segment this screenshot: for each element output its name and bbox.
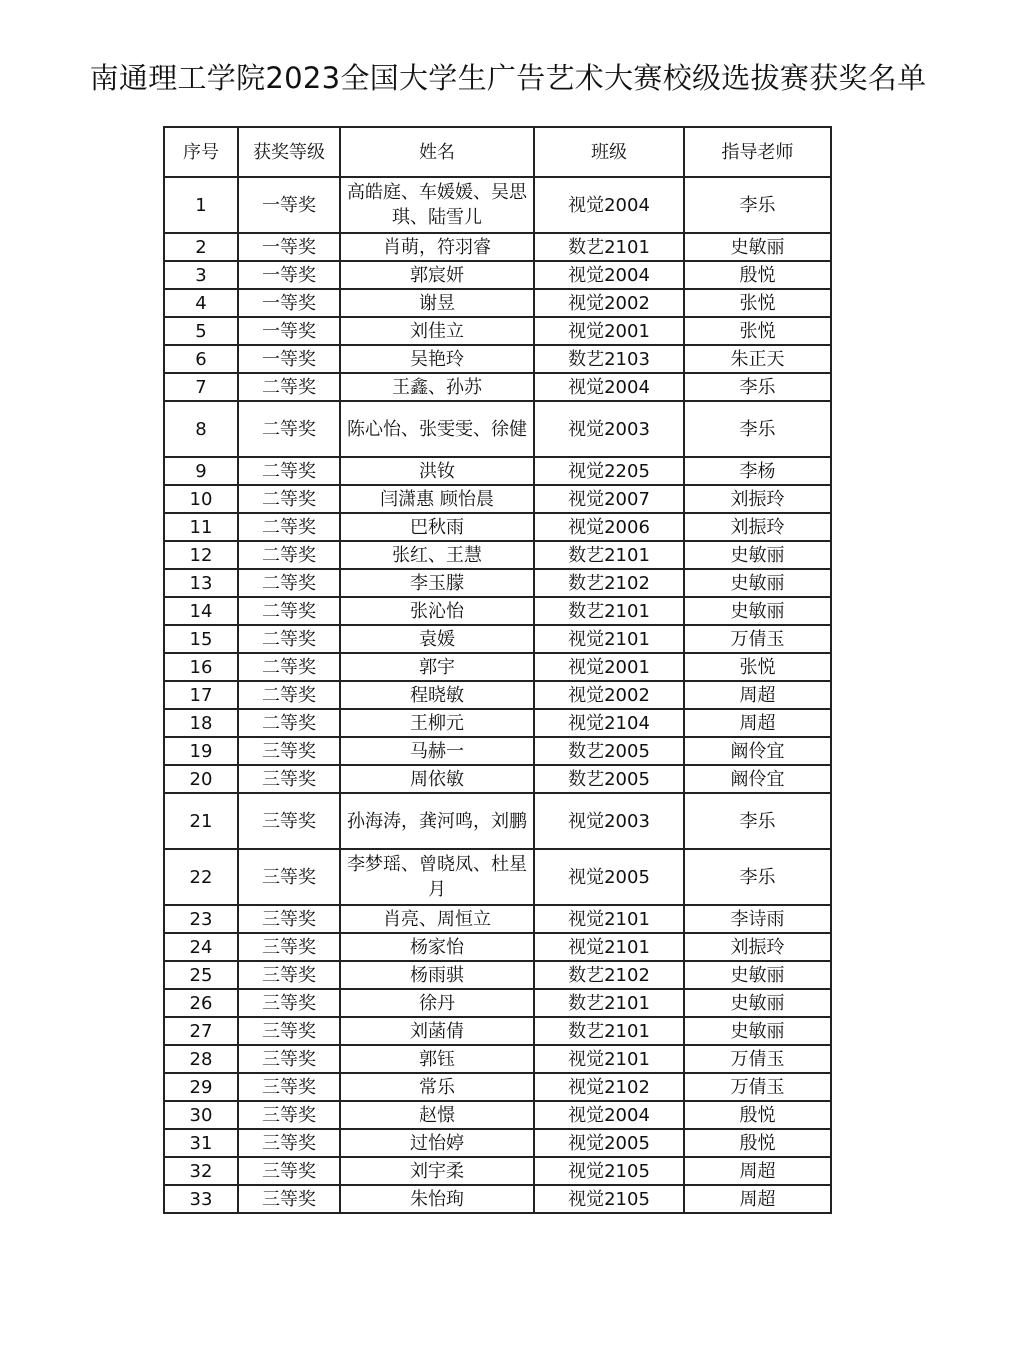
- cell-index: 26: [164, 989, 238, 1017]
- cell-advisor: 刘振玲: [684, 485, 831, 513]
- cell-advisor: 史敏丽: [684, 541, 831, 569]
- cell-class: 数艺2101: [534, 233, 684, 261]
- table-row: [164, 541, 831, 569]
- cell-name: 常乐: [340, 1073, 534, 1101]
- cell-advisor: 张悦: [684, 289, 831, 317]
- cell-name: 周依敏: [340, 765, 534, 793]
- cell-index: 15: [164, 625, 238, 653]
- cell-advisor: 李乐: [684, 177, 831, 233]
- table-row: [164, 1101, 831, 1129]
- table-row: [164, 933, 831, 961]
- cell-award-level: 二等奖: [238, 681, 340, 709]
- cell-class: 视觉2004: [534, 261, 684, 289]
- cell-award-level: 二等奖: [238, 401, 340, 457]
- cell-name: 徐丹: [340, 989, 534, 1017]
- cell-index: 4: [164, 289, 238, 317]
- table-body: [164, 177, 831, 1213]
- cell-award-level: 三等奖: [238, 961, 340, 989]
- cell-name: 杨家怡: [340, 933, 534, 961]
- cell-advisor: 周超: [684, 709, 831, 737]
- cell-index: 29: [164, 1073, 238, 1101]
- cell-advisor: 刘振玲: [684, 513, 831, 541]
- cell-advisor: 李乐: [684, 401, 831, 457]
- cell-class: 数艺2101: [534, 597, 684, 625]
- cell-advisor: 李乐: [684, 373, 831, 401]
- cell-advisor: 史敏丽: [684, 569, 831, 597]
- cell-name: 郭钰: [340, 1045, 534, 1073]
- cell-index: 24: [164, 933, 238, 961]
- header-name: 姓名: [340, 127, 534, 177]
- cell-advisor: 阚伶宜: [684, 765, 831, 793]
- cell-advisor: 张悦: [684, 317, 831, 345]
- cell-name: 过怡婷: [340, 1129, 534, 1157]
- cell-class: 视觉2006: [534, 513, 684, 541]
- cell-advisor: 周超: [684, 1185, 831, 1213]
- cell-award-level: 二等奖: [238, 653, 340, 681]
- header-advisor: 指导老师: [684, 127, 831, 177]
- cell-index: 17: [164, 681, 238, 709]
- cell-class: 视觉2105: [534, 1157, 684, 1185]
- cell-advisor: 殷悦: [684, 1101, 831, 1129]
- cell-class: 视觉2004: [534, 1101, 684, 1129]
- cell-advisor: 史敏丽: [684, 989, 831, 1017]
- table-row: [164, 261, 831, 289]
- cell-award-level: 二等奖: [238, 597, 340, 625]
- cell-index: 2: [164, 233, 238, 261]
- cell-index: 32: [164, 1157, 238, 1185]
- cell-class: 视觉2007: [534, 485, 684, 513]
- cell-award-level: 二等奖: [238, 513, 340, 541]
- cell-index: 3: [164, 261, 238, 289]
- cell-advisor: 李杨: [684, 457, 831, 485]
- table-row: [164, 709, 831, 737]
- cell-advisor: 周超: [684, 1157, 831, 1185]
- header-award-level: 获奖等级: [238, 127, 340, 177]
- cell-name: 高皓庭、车媛媛、吴思琪、陆雪儿: [340, 177, 534, 233]
- cell-index: 11: [164, 513, 238, 541]
- cell-advisor: 李乐: [684, 849, 831, 905]
- cell-advisor: 朱正天: [684, 345, 831, 373]
- cell-class: 视觉2101: [534, 905, 684, 933]
- cell-name: 王柳元: [340, 709, 534, 737]
- cell-award-level: 二等奖: [238, 625, 340, 653]
- cell-name: 刘佳立: [340, 317, 534, 345]
- cell-index: 20: [164, 765, 238, 793]
- cell-index: 9: [164, 457, 238, 485]
- cell-name: 李梦瑶、曾晓凤、杜星月: [340, 849, 534, 905]
- cell-class: 视觉2104: [534, 709, 684, 737]
- cell-award-level: 一等奖: [238, 345, 340, 373]
- cell-advisor: 李乐: [684, 793, 831, 849]
- cell-name: 洪钕: [340, 457, 534, 485]
- cell-award-level: 三等奖: [238, 765, 340, 793]
- cell-award-level: 一等奖: [238, 317, 340, 345]
- cell-award-level: 二等奖: [238, 709, 340, 737]
- cell-award-level: 三等奖: [238, 737, 340, 765]
- cell-award-level: 一等奖: [238, 289, 340, 317]
- cell-advisor: 周超: [684, 681, 831, 709]
- cell-name: 巴秋雨: [340, 513, 534, 541]
- cell-name: 谢昱: [340, 289, 534, 317]
- cell-class: 视觉2002: [534, 289, 684, 317]
- cell-index: 28: [164, 1045, 238, 1073]
- cell-name: 程晓敏: [340, 681, 534, 709]
- table-row: [164, 737, 831, 765]
- cell-award-level: 三等奖: [238, 793, 340, 849]
- cell-award-level: 二等奖: [238, 541, 340, 569]
- cell-award-level: 三等奖: [238, 1185, 340, 1213]
- cell-name: 闫潇惠 顾怡晨: [340, 485, 534, 513]
- cell-advisor: 史敏丽: [684, 961, 831, 989]
- cell-advisor: 史敏丽: [684, 597, 831, 625]
- cell-index: 25: [164, 961, 238, 989]
- cell-award-level: 一等奖: [238, 233, 340, 261]
- cell-award-level: 二等奖: [238, 569, 340, 597]
- cell-name: 杨雨骐: [340, 961, 534, 989]
- cell-class: 数艺2101: [534, 989, 684, 1017]
- cell-class: 视觉2205: [534, 457, 684, 485]
- table-row: [164, 597, 831, 625]
- cell-name: 肖亮、周恒立: [340, 905, 534, 933]
- table-row: [164, 177, 831, 233]
- table-row: [164, 793, 831, 849]
- cell-award-level: 三等奖: [238, 1101, 340, 1129]
- cell-award-level: 三等奖: [238, 1073, 340, 1101]
- cell-advisor: 阚伶宜: [684, 737, 831, 765]
- cell-name: 郭宇: [340, 653, 534, 681]
- table-row: [164, 625, 831, 653]
- award-table: [163, 126, 832, 1214]
- cell-index: 13: [164, 569, 238, 597]
- cell-advisor: 万倩玉: [684, 1045, 831, 1073]
- cell-award-level: 二等奖: [238, 485, 340, 513]
- cell-index: 31: [164, 1129, 238, 1157]
- cell-award-level: 二等奖: [238, 457, 340, 485]
- table-row: [164, 1129, 831, 1157]
- table-row: [164, 1185, 831, 1213]
- table-row: [164, 317, 831, 345]
- cell-name: 刘宇柔: [340, 1157, 534, 1185]
- cell-name: 袁媛: [340, 625, 534, 653]
- cell-class: 视觉2005: [534, 849, 684, 905]
- cell-class: 视觉2101: [534, 625, 684, 653]
- cell-class: 视觉2001: [534, 653, 684, 681]
- cell-class: 视觉2101: [534, 933, 684, 961]
- cell-index: 33: [164, 1185, 238, 1213]
- cell-class: 数艺2101: [534, 541, 684, 569]
- cell-advisor: 殷悦: [684, 261, 831, 289]
- document-title: 南通理工学院2023全国大学生广告艺术大赛校级选拔赛获奖名单: [89, 61, 927, 95]
- cell-index: 23: [164, 905, 238, 933]
- cell-class: 数艺2103: [534, 345, 684, 373]
- cell-name: 张红、王慧: [340, 541, 534, 569]
- cell-index: 10: [164, 485, 238, 513]
- cell-award-level: 三等奖: [238, 1129, 340, 1157]
- cell-class: 视觉2003: [534, 793, 684, 849]
- cell-name: 李玉朦: [340, 569, 534, 597]
- table-row: [164, 345, 831, 373]
- cell-advisor: 万倩玉: [684, 625, 831, 653]
- cell-award-level: 三等奖: [238, 905, 340, 933]
- cell-index: 1: [164, 177, 238, 233]
- cell-award-level: 三等奖: [238, 849, 340, 905]
- cell-advisor: 万倩玉: [684, 1073, 831, 1101]
- table-row: [164, 569, 831, 597]
- header-index: 序号: [164, 127, 238, 177]
- cell-class: 数艺2005: [534, 765, 684, 793]
- header-row: [164, 127, 831, 177]
- cell-index: 30: [164, 1101, 238, 1129]
- table-row: [164, 989, 831, 1017]
- cell-name: 肖萌，符羽睿: [340, 233, 534, 261]
- cell-advisor: 史敏丽: [684, 1017, 831, 1045]
- cell-advisor: 殷悦: [684, 1129, 831, 1157]
- cell-index: 12: [164, 541, 238, 569]
- cell-index: 6: [164, 345, 238, 373]
- cell-advisor: 史敏丽: [684, 233, 831, 261]
- cell-class: 视觉2101: [534, 1045, 684, 1073]
- cell-index: 21: [164, 793, 238, 849]
- table-row: [164, 485, 831, 513]
- cell-name: 张沁怡: [340, 597, 534, 625]
- cell-name: 陈心怡、张雯雯、徐健: [340, 401, 534, 457]
- cell-advisor: 刘振玲: [684, 933, 831, 961]
- table-row: [164, 1073, 831, 1101]
- cell-award-level: 三等奖: [238, 1017, 340, 1045]
- cell-index: 8: [164, 401, 238, 457]
- cell-index: 27: [164, 1017, 238, 1045]
- cell-index: 14: [164, 597, 238, 625]
- cell-award-level: 三等奖: [238, 933, 340, 961]
- cell-name: 王鑫、孙苏: [340, 373, 534, 401]
- table-row: [164, 457, 831, 485]
- cell-advisor: 张悦: [684, 653, 831, 681]
- cell-class: 视觉2001: [534, 317, 684, 345]
- cell-class: 视觉2004: [534, 373, 684, 401]
- cell-index: 19: [164, 737, 238, 765]
- table-row: [164, 849, 831, 905]
- cell-class: 数艺2005: [534, 737, 684, 765]
- cell-award-level: 一等奖: [238, 261, 340, 289]
- cell-name: 孙海涛，龚河鸣，刘鹏: [340, 793, 534, 849]
- table-row: [164, 1017, 831, 1045]
- cell-award-level: 三等奖: [238, 989, 340, 1017]
- cell-advisor: 李诗雨: [684, 905, 831, 933]
- cell-class: 数艺2102: [534, 961, 684, 989]
- cell-name: 吴艳玲: [340, 345, 534, 373]
- table-row: [164, 1045, 831, 1073]
- cell-award-level: 三等奖: [238, 1045, 340, 1073]
- cell-class: 视觉2105: [534, 1185, 684, 1213]
- table-row: [164, 961, 831, 989]
- cell-name: 朱怡珣: [340, 1185, 534, 1213]
- cell-name: 郭宸妍: [340, 261, 534, 289]
- cell-class: 数艺2102: [534, 569, 684, 597]
- cell-index: 7: [164, 373, 238, 401]
- cell-index: 18: [164, 709, 238, 737]
- table-row: [164, 289, 831, 317]
- header-class: 班级: [534, 127, 684, 177]
- table-row: [164, 1157, 831, 1185]
- cell-name: 刘菡倩: [340, 1017, 534, 1045]
- table-row: [164, 373, 831, 401]
- table-row: [164, 513, 831, 541]
- cell-award-level: 三等奖: [238, 1157, 340, 1185]
- cell-class: 视觉2102: [534, 1073, 684, 1101]
- cell-award-level: 一等奖: [238, 177, 340, 233]
- cell-name: 赵憬: [340, 1101, 534, 1129]
- cell-class: 视觉2005: [534, 1129, 684, 1157]
- cell-index: 22: [164, 849, 238, 905]
- cell-index: 5: [164, 317, 238, 345]
- cell-class: 视觉2002: [534, 681, 684, 709]
- cell-class: 视觉2003: [534, 401, 684, 457]
- table-row: [164, 653, 831, 681]
- cell-class: 视觉2004: [534, 177, 684, 233]
- table-row: [164, 765, 831, 793]
- cell-award-level: 二等奖: [238, 373, 340, 401]
- cell-name: 马赫一: [340, 737, 534, 765]
- cell-class: 数艺2101: [534, 1017, 684, 1045]
- table-row: [164, 401, 831, 457]
- table-row: [164, 233, 831, 261]
- table-row: [164, 905, 831, 933]
- cell-index: 16: [164, 653, 238, 681]
- table-row: [164, 681, 831, 709]
